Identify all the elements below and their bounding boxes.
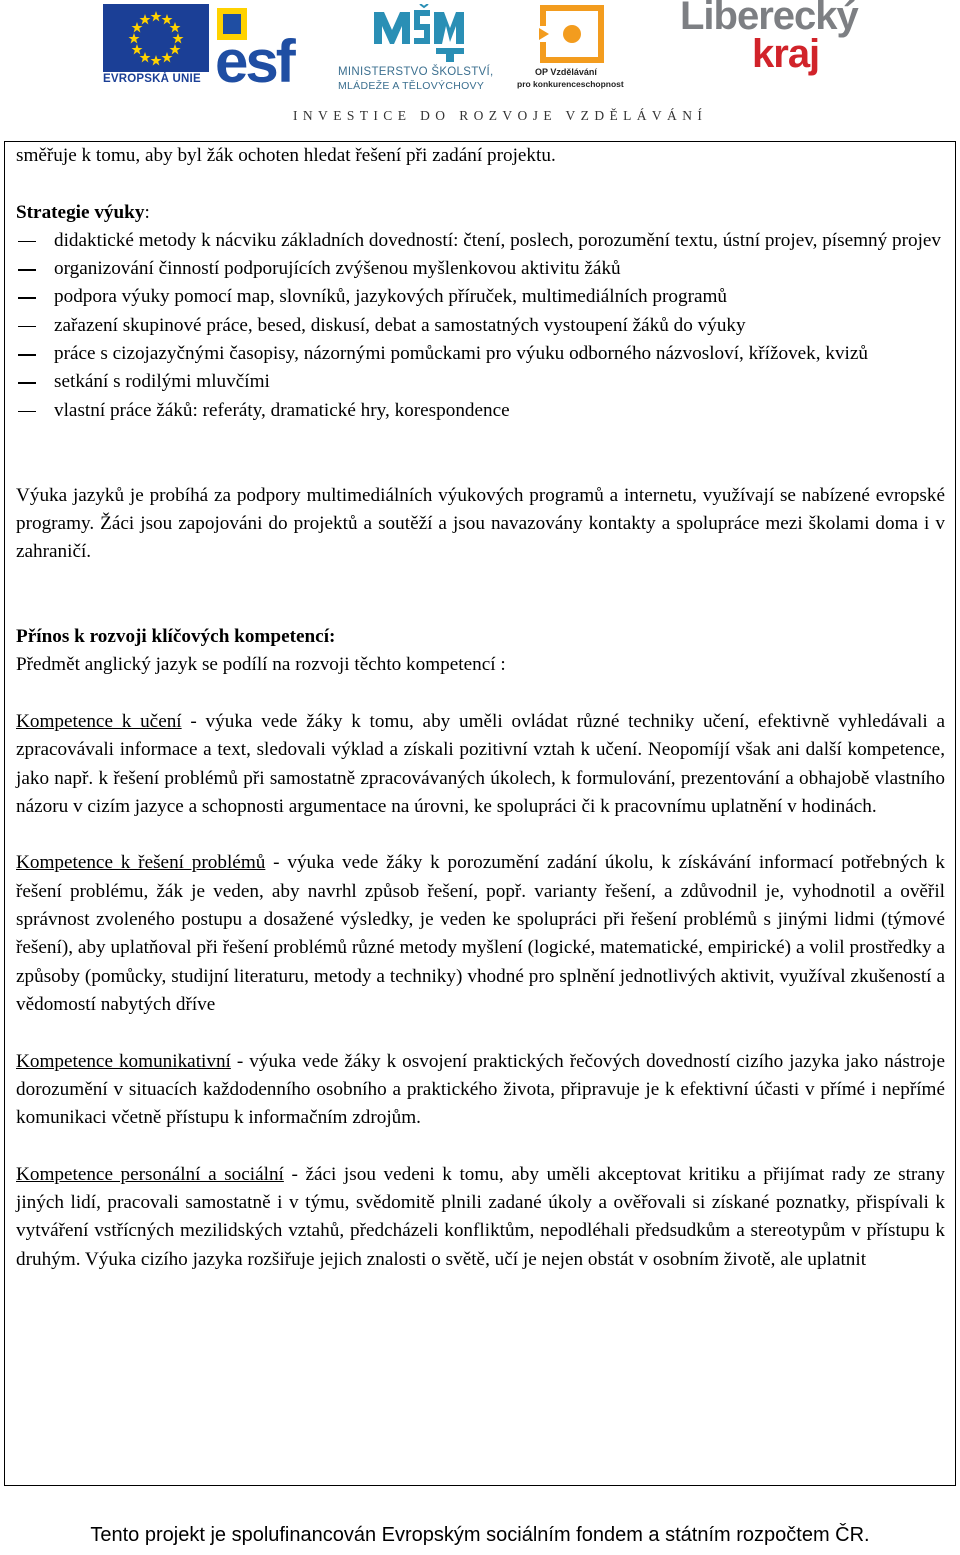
competence-learning [16,708,945,821]
list-item: vlastní práce žáků: referáty, dramatické hry, korespondence [16,397,945,425]
competence-text: - výuka vede žáky k tomu, aby uměli ovládat různé techniky učení, efektivně vyhledávali a zpracovávali informace a text, sledovali výklad a získali pozitivní vztah k učení. Neopomíjí však ani další kompetence, jako např. k řešení problémů při samostatně zpracovávaných úkolech, k formulování, prezentování a obhajobě vlastního názoru v cizím jazyce a schopnosti argumentace na úrovni, ke spolupráci či k pracovnímu uplatnění v hodinách. [16,710,945,817]
msmt-line2: MLÁDEŽE A TĚLOVÝCHOVY [338,80,485,92]
multimedia-paragraph: Výuka jazyků je probíhá za podpory multimediálních výukových programů a internetu, využívají se nabízené evropské programy. Žáci jsou zapojováni do projektů a soutěží a jsou navazovány kontakty a spolupráce mezi školami doma i v zahraničí. [16,484,945,563]
msmt-logo [330,4,512,90]
list-item: organizování činností podporujících zvýšenou myšlenkovou aktivitu žáků [16,255,945,283]
intro-text: směřuje k tomu, aby byl žák ochoten hledat řešení při zadání projektu. [16,145,556,166]
strategy-heading-line [16,199,945,227]
competence-title: Kompetence k učení [16,710,182,732]
msmt-mark-icon [370,4,466,62]
page-header [0,0,960,130]
competence-personal-social [16,1161,945,1274]
lk-line1: Liberecký [680,0,858,38]
list-item: didaktické metody k nácviku základních dovedností: čtení, poslech, porozumění textu, ústní projev, písemný projev [16,227,945,255]
eu-flag-icon [103,4,209,72]
competence-problem-solving [16,849,945,1019]
liberecky-kraj-logo [640,0,860,90]
competence-title: Kompetence komunikativní [16,1050,231,1072]
competences-intro: Předmět anglický jazyk se podílí na rozvoji těchto kompetencí : [16,654,506,676]
competence-title: Kompetence k řešení problémů [16,852,266,874]
esf-logo [215,2,317,86]
esf-wordmark: esf [215,28,293,86]
competence-title: Kompetence personální a sociální [16,1163,284,1185]
op-logo [515,2,633,90]
eu-label: EVROPSKÁ UNIE [103,73,201,85]
content-frame [4,141,956,1486]
op-line1: OP Vzdělávání [535,67,597,77]
list-item: podpora výuky pomocí map, slovníků, jazykových příruček, multimediálních programů [16,283,945,311]
header-tagline: INVESTICE DO ROZVOJE VZDĚLÁVÁNÍ [293,108,708,123]
competence-text: - výuka vede žáky k porozumění zadání úkolu, k získávání informací potřebných k řešení problému, žák je veden, aby navrhl způsob řešení, popř. varianty řešení, a zdůvodnil je, vyhodnotil a ověřil správnost zvoleného postupu a dosažené výsledky, je veden ke spolupráci při řešení problémů s jinými lidmi (týmové řešení), aby uplatňoval při řešení problémů různé metody myšlení (logické, matematické, empirické) a volil prostředky a způsoby (pomůcky, studijní literaturu, metody a techniky) vhodné pro splnění jednotlivých aktivit, využíval zkušeností a vědomostí nabytých dříve [16,852,945,1015]
strategy-list [16,227,945,425]
eu-logo [103,4,209,90]
strategy-colon: : [144,201,150,223]
list-item: zařazení skupinové práce, besed, diskusí, debat a samostatných vystoupení žáků do výuky [16,312,945,340]
msmt-line1: MINISTERSTVO ŠKOLSTVÍ, [338,66,494,78]
list-item: práce s cizojazyčnými časopisy, názornými pomůckami pro výuku odborného názvosloví, křížovek, kvizů [16,340,945,368]
content-text [16,142,945,1274]
competence-communicative [16,1048,945,1133]
competences-heading: Přínos k rozvoji klíčových kompetencí: [16,626,336,648]
competence-text: - žáci jsou vedeni k tomu, aby uměli akceptovat kritiku a přijímat rady ze strany jiných lidí, pracovali samostatně i v týmu, svědomitě plnili zadané úkoly a ověřovali si získané poznatky, přispívali k vytváření vstřícných mezilidských vztahů, předcházeli konfliktům, nepodléhali předsudkům a stereotypům v přístupu k druhým. Výuka cizího jazyka rozšiřuje jejich znalosti o světě, učí je nejen obstát v osobním životě, ale uplatnit [16,1163,945,1270]
strategy-heading: Strategie výuky [16,201,145,223]
list-item: setkání s rodilými mluvčími [16,368,945,396]
competence-text: - výuka vede žáky k osvojení praktických řečových dovedností cizího jazyka jako nástroje dorozumění v situacích každodenního osobního a praktického života, připravuje je k efektivní účasti v přímé i nepřímé komunikaci včetně přístupu k informačním zdrojům. [16,1050,945,1129]
op-mark-icon [537,2,607,66]
lk-line2: kraj [752,32,820,76]
footer-text: Tento projekt je spolufinancován Evropským sociálním fondem a státním rozpočtem ČR. [90,1524,870,1546]
esf-logo-icon [215,2,317,86]
op-line2: pro konkurenceschopnost [517,79,624,89]
